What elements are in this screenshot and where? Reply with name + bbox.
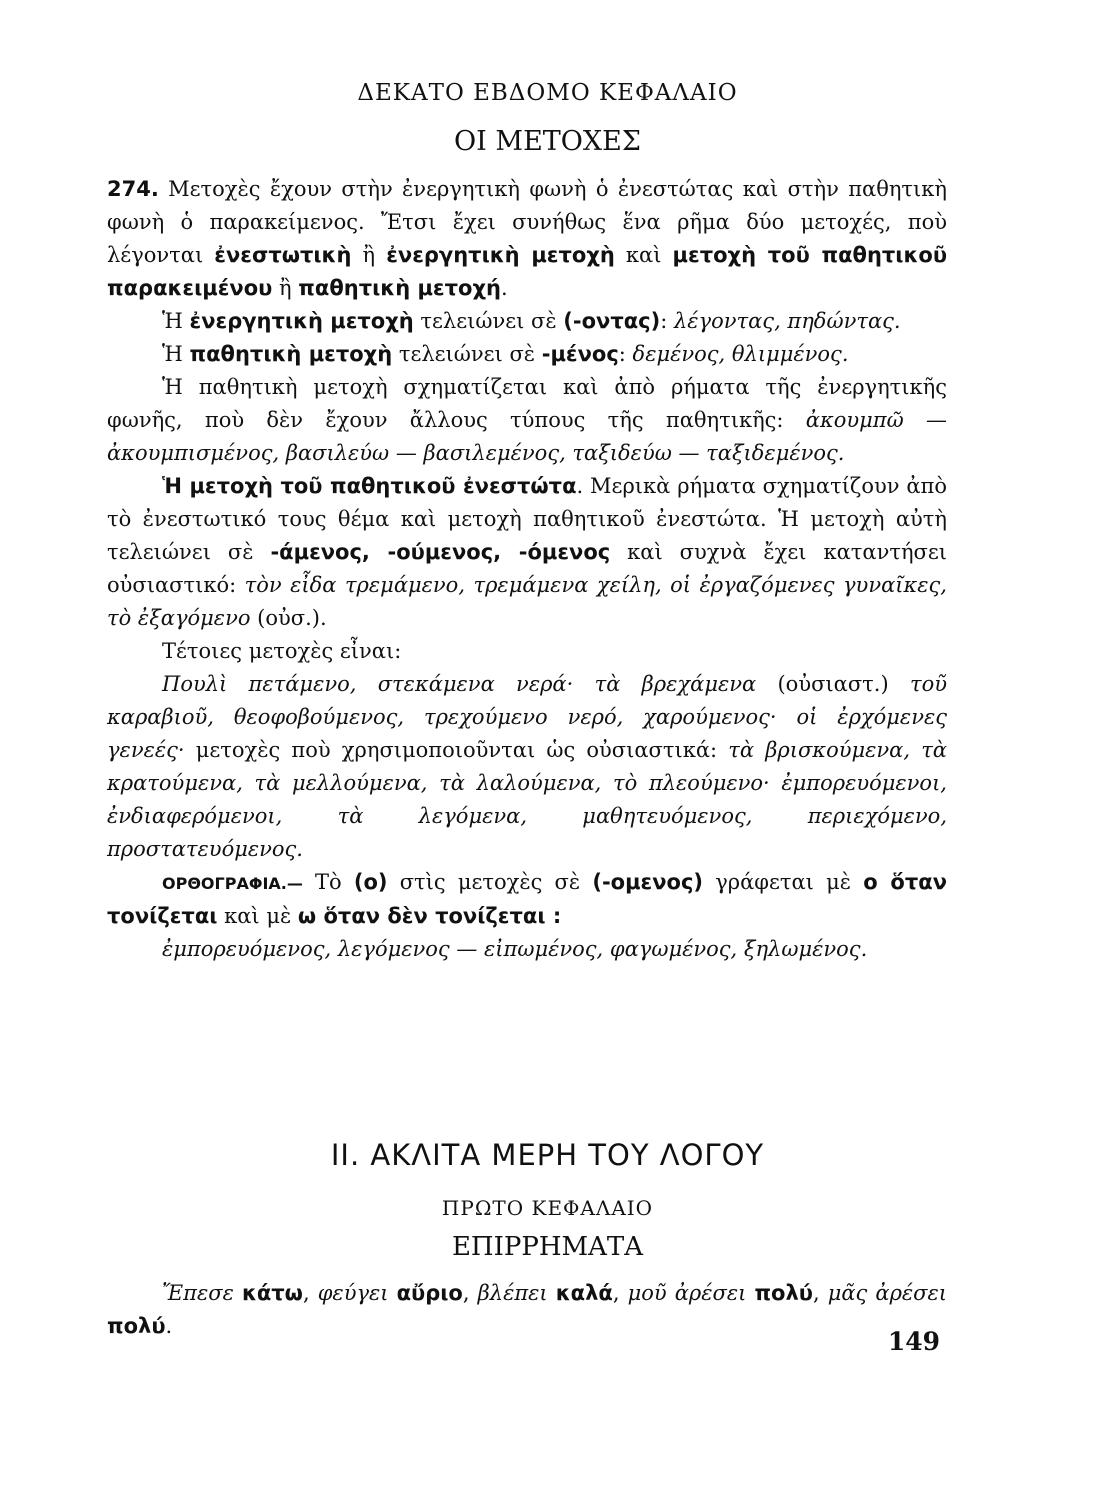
section-title-2: ΕΠΙΡΡΗΜΑΤΑ — [451, 1232, 644, 1262]
paragraph-active-participle: Ἡ ἐνεργητικὴ μετοχὴ τελειώνει σὲ (-οντας): λέγοντας, πηδώντας. — [162, 309, 901, 333]
section-title: ΟΙ ΜΕΤΟΧΕΣ — [454, 126, 641, 157]
paragraph-passive-participle: Ἡ παθητικὴ μετοχὴ τελειώνει σὲ -μένος: δεμένος, θλιμμένος. — [162, 342, 849, 366]
orthography-label: ΟΡΘΟΓΡΑΦΙΑ.— — [162, 874, 303, 893]
chapter-heading-2: ΠΡΩΤΟ ΚΕΦΑΛΑΙΟ — [441, 1196, 654, 1220]
paragraph-274: 274. Μετοχὲς ἔχουν στὴν ἐνεργητικὴ φωνὴ ὁ ἐνεστώτας καὶ στὴν παθητικὴ φωνὴ ὁ παρακείμενος. Ἔτσι ἔχει συνήθως ἕνα ρῆμα δύο μετοχές, ποὺ λέγονται ἐνεστωτικὴ ἢ ἐνεργητικὴ μετοχὴ καὶ μετοχὴ τοῦ παθητικοῦ παρακειμένου ἢ παθητικὴ μετοχή. — [107, 177, 948, 300]
paragraph-number: 274. — [107, 177, 159, 201]
adverbs-text — [107, 1277, 947, 1343]
paragraph-such-participles: Τέτοιες μετοχὲς εἶναι: — [162, 639, 402, 663]
paragraph-examples-list: Πουλὶ πετάμενο, στεκάμενα νερά· τὰ βρεχάμενα (οὐσιαστ.) τοῦ καραβιοῦ, θεοφοβούμενος, τρεχούμενο νερό, χαρούμενος· οἱ ἐρχόμενες γενεές· μετοχὲς ποὺ χρησιμοποιοῦνται ὡς οὐσιαστικά: τὰ βρισκούμενα, τὰ κρατούμενα, τὰ μελλούμενα, τὰ λαλούμενα, τὸ πλεούμενο· ἐμπορευόμενοι, ἐνδιαφερόμενοι, τὰ λεγόμενα, μαθητευόμενος, περιεχόμενο, προστατευόμενος. — [107, 672, 947, 861]
paragraph-orthography-examples: ἐμπορευόμενος, λεγόμενος — εἰπωμένος, φαγωμένος, ξηλωμένος. — [162, 937, 868, 961]
paragraph-orthography: ΟΡΘΟΓΡΑΦΙΑ.— Τὸ (ο) στὶς μετοχὲς σὲ (-ομενος) γράφεται μὲ ο ὅταν τονίζεται καὶ μὲ ω ὅταν δὲν τονίζεται : — [107, 870, 947, 928]
paragraph-present-passive: Ἡ μετοχὴ τοῦ παθητικοῦ ἐνεστώτα. Μερικὰ ρήματα σχηματίζουν ἀπὸ τὸ ἐνεστωτικό τους θέμα καὶ μετοχὴ παθητικοῦ ἐνεστώτα. Ἡ μετοχὴ αὐτὴ τελειώνει σὲ -άμενος, -ούμενος, -όμενος καὶ συχνὰ ἔχει καταντήσει οὐσιαστικό: τὸν εἶδα τρεμάμενο, τρεμάμενα χείλη, οἱ ἐργαζόμενες γυναῖκες, τὸ ἐξαγόμενο (οὐσ.). — [107, 474, 947, 630]
paragraph-passive-from-active: Ἡ παθητικὴ μετοχὴ σχηματίζεται καὶ ἀπὸ ρήματα τῆς ἐνεργητικῆς φωνῆς, ποὺ δὲν ἔχουν ἄλλους τύπους τῆς παθητικῆς: ἀκουμπῶ — ἀκουμπισμένος, βασιλεύω — βασιλεμένος, ταξιδεύω — ταξιδεμένος. — [107, 375, 947, 465]
part-heading: II. ΑΚΛΙΤΑ ΜΕΡΗ ΤΟΥ ΛΟΓΟΥ — [330, 1138, 765, 1172]
chapter-heading: ΔΕΚΑΤΟ ΕΒΔΟΜΟ ΚΕΦΑΛΑΙΟ — [357, 80, 738, 106]
main-text — [107, 173, 947, 966]
paragraph-adverbs: Ἔπεσε κάτω, φεύγει αὔριο, βλέπει καλά, μοῦ ἀρέσει πολύ, μᾶς ἀρέσει πολύ. — [107, 1281, 948, 1338]
page-number: 149 — [887, 1327, 940, 1356]
